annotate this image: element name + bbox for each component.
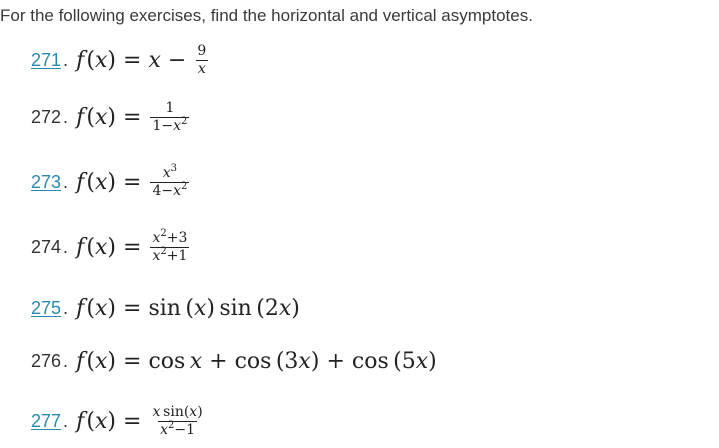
separator: .: [63, 171, 69, 192]
fraction: $\frac{\text{x sin(x)}}{x^2-1}$: [152, 403, 203, 438]
exercise-273: [31, 159, 191, 205]
exercise-277: [31, 398, 207, 444]
exercise-275-formula: f ( x ) = sin ( x ) sin (2 x ): [76, 295, 300, 321]
exercise-275: [31, 285, 300, 331]
exercise-276: [31, 338, 437, 384]
exercise-275-link[interactable]: 275: [31, 297, 62, 318]
exercise-276-number: 276: [31, 350, 62, 371]
exercise-277-link[interactable]: 277: [31, 410, 62, 431]
fraction: $\frac{x^2+3}{x^2+1}$: [152, 227, 188, 264]
fraction: $\frac{1}{1-x^2}$: [152, 99, 188, 134]
exercise-274: [31, 224, 191, 270]
separator: .: [63, 236, 69, 257]
separator: .: [63, 49, 69, 70]
exercise-272: [31, 94, 191, 140]
exercise-277-formula: f ( x ) = $\frac{\text{x sin(x)}}{x^2-1}$: [76, 403, 203, 438]
exercise-273-link[interactable]: 273: [31, 171, 62, 192]
exercise-271-link[interactable]: 271: [31, 49, 62, 70]
separator: .: [63, 410, 69, 431]
exercise-273-formula: f ( x ) = $\frac{x^3}{4-x^2}$: [76, 162, 188, 199]
exercise-274-number: 274: [31, 236, 62, 257]
fraction: $\frac{9}{x}$: [197, 42, 207, 77]
exercise-271: [31, 37, 210, 83]
exercise-272-number: 272: [31, 106, 62, 127]
exercise-271-formula: f ( x ) = x − $\frac{9}{x}$: [76, 42, 207, 77]
instructions-text: For the following exercises, find the horizontal and vertical asymptotes.: [0, 6, 533, 25]
separator: .: [63, 350, 69, 371]
separator: .: [63, 106, 69, 127]
separator: .: [63, 297, 69, 318]
exercise-274-formula: f ( x ) = $\frac{x^2+3}{x^2+1}$: [76, 227, 188, 264]
exercise-272-formula: f ( x ) = $\frac{1}{1-x^2}$: [76, 99, 188, 134]
exercise-276-formula: f ( x ) = cos x + cos (3 x ) + cos (5 x ): [76, 348, 437, 374]
fraction: $\frac{x^3}{4-x^2}$: [152, 162, 188, 199]
